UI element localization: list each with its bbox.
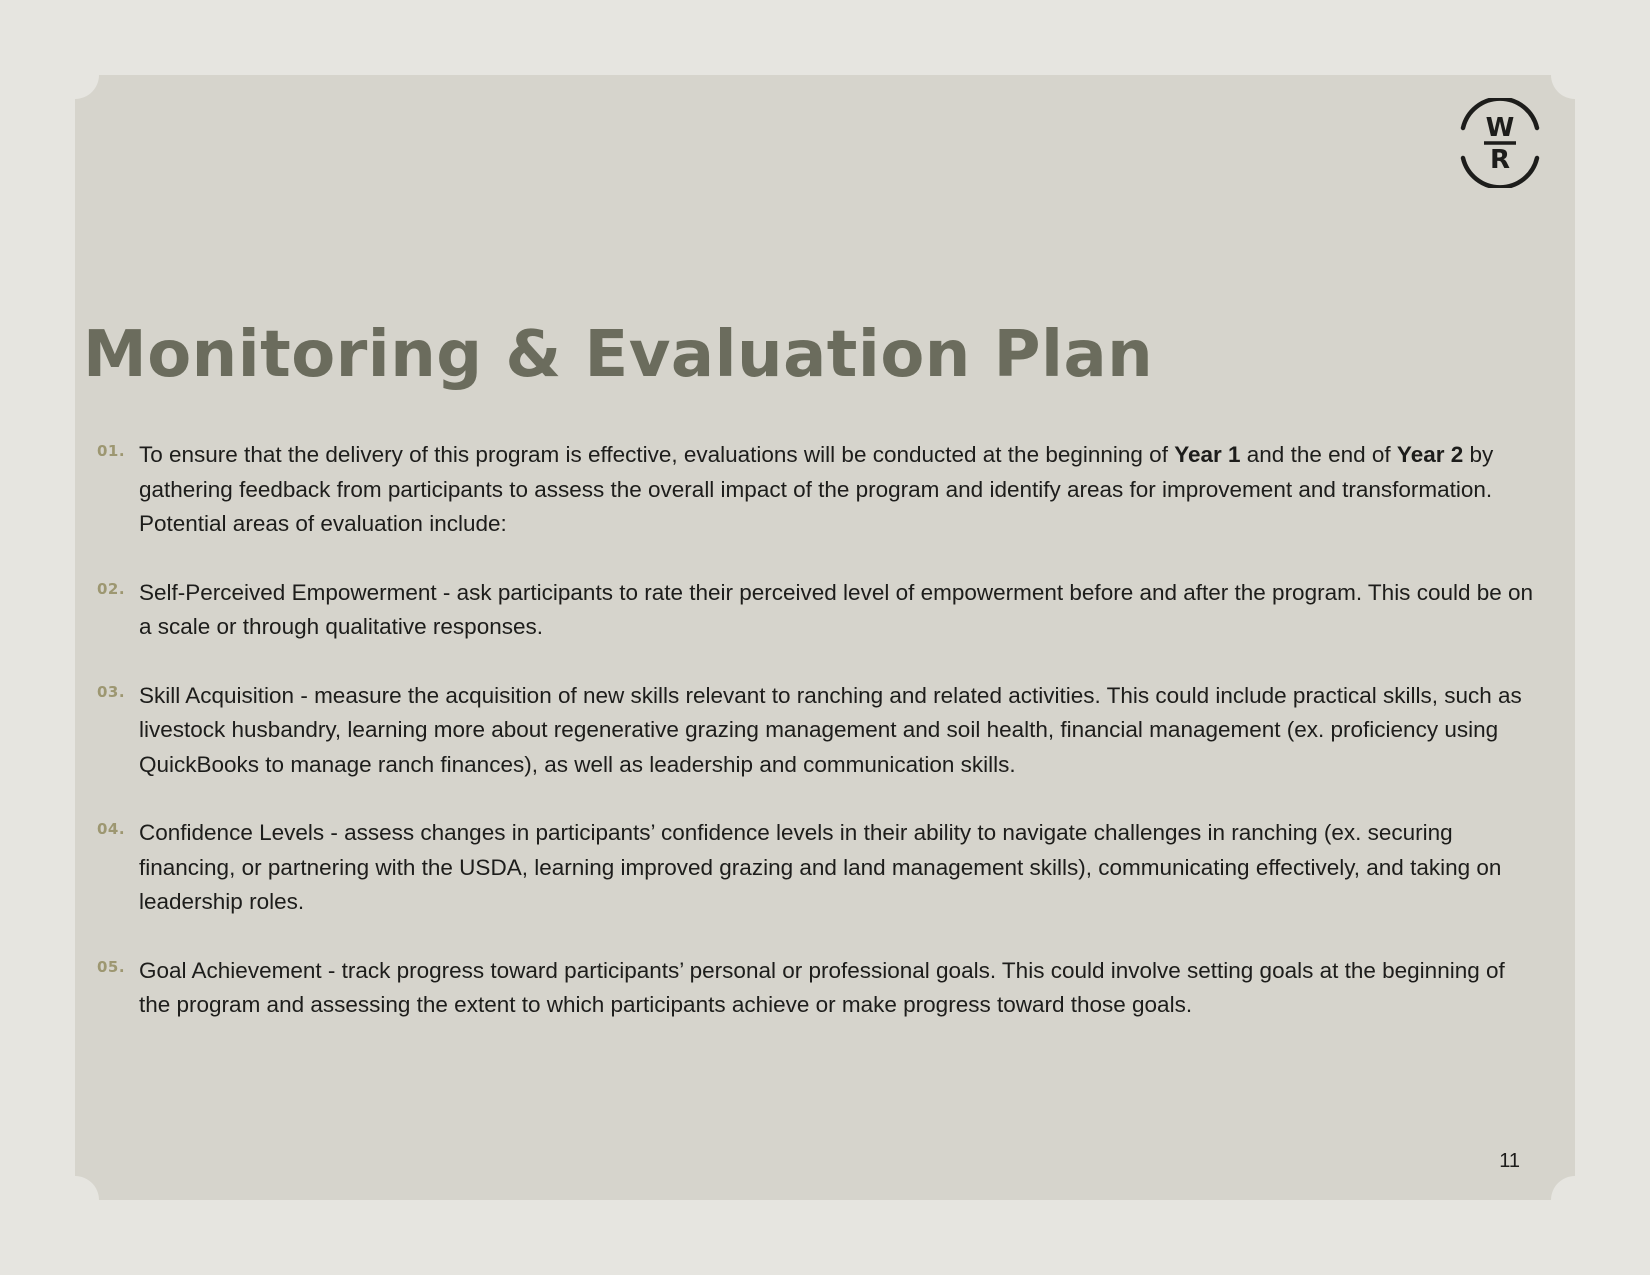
item-text-part: by gathering feedback from participants to assess the overall impact of the program and identify areas for improvement and transformation. Potential areas of evaluation include: [139, 442, 1494, 536]
item-text: Self-Perceived Empowerment - ask participants to rate their perceived level of empowerment before and after the program. This could be on a scale or through qualitative responses. [139, 579, 1534, 639]
list-item [97, 954, 1537, 1023]
item-text: Goal Achievement - track progress toward participants’ personal or professional goals. This could involve setting goals at the beginning of the program and assessing the extent to which participants achieve or make progress toward those goals. [139, 957, 1505, 1017]
page-title: Monitoring & Evaluation Plan [83, 318, 1154, 392]
page-card [75, 75, 1575, 1200]
year-1-emphasis: Year 1 [1174, 442, 1241, 467]
evaluation-list [97, 438, 1537, 1057]
list-item [97, 679, 1537, 783]
corner-notch [51, 51, 99, 99]
year-2-emphasis: Year 2 [1396, 442, 1464, 467]
item-number: 04. [97, 820, 126, 838]
item-text: Confidence Levels - assess changes in participants’ confidence levels in their ability to navigate challenges in ranching (ex. securing financing, or partnering with the USDA, learning improved grazing and land management skills), communicating effectively, and taking on leadership roles. [139, 820, 1502, 914]
item-number: 03. [97, 682, 126, 701]
corner-notch [51, 1176, 99, 1224]
wr-logo [1457, 98, 1543, 188]
corner-notch [1551, 51, 1599, 99]
corner-notch [1551, 1176, 1599, 1224]
logo-letter-w: W [1485, 113, 1515, 143]
page-number: 11 [1499, 1150, 1520, 1172]
logo-letter-r: R [1489, 145, 1511, 175]
item-number: 05. [97, 957, 126, 976]
item-text-part: To ensure that the delivery of this program is effective, evaluations will be conducted at the beginning of [139, 442, 1175, 467]
item-number: 02. [97, 579, 126, 598]
item-text-part: and the end of [1240, 442, 1397, 467]
list-item [97, 438, 1537, 542]
list-item [97, 576, 1537, 645]
item-number: 01. [97, 442, 126, 460]
list-item [97, 816, 1537, 920]
item-text: Skill Acquisition - measure the acquisition of new skills relevant to ranching and related activities. This could include practical skills, such as livestock husbandry, learning more about regenerative grazing management and soil health, financial management (ex. proficiency using QuickBooks to manage ranch finances), as well as leadership and communication skills. [139, 682, 1522, 777]
item-text [139, 438, 1537, 542]
